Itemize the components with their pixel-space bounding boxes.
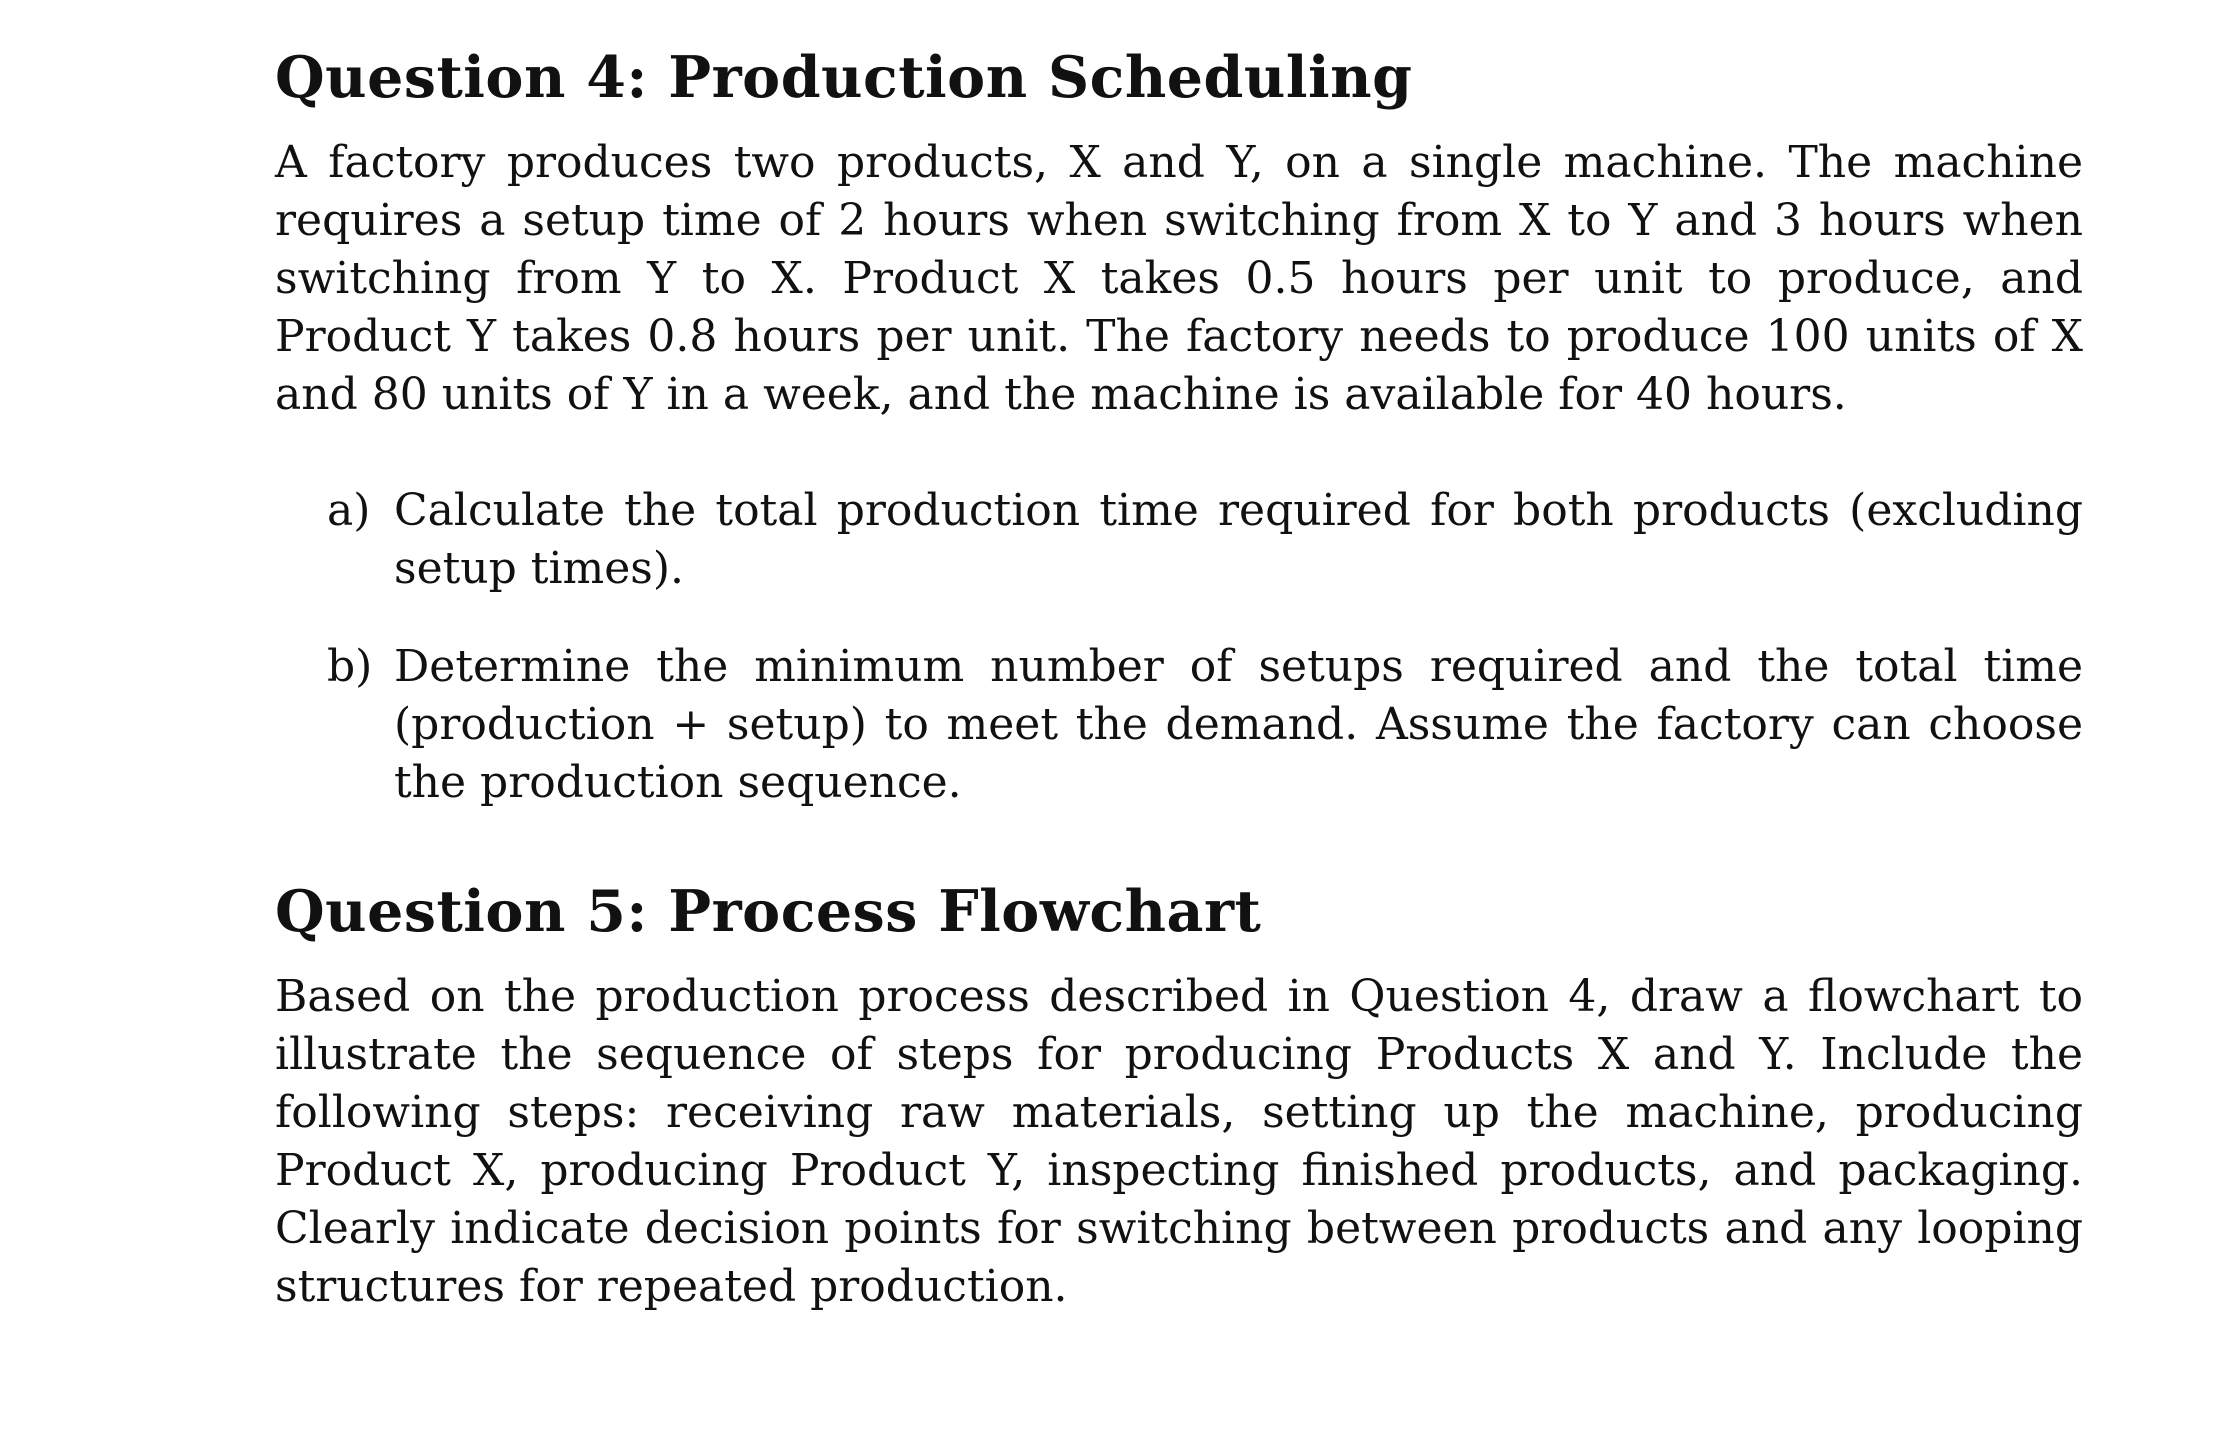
part-b-label: b) [327, 641, 373, 692]
question-5-body: Based on the production process described in Question 4, draw a flowchart to illustrate the sequence of steps for producing Products X and Y. Include the following steps: receiving raw materials, setting up the machine, producing Product X, producing Product Y, inspecting finished products, and packaging. Clearly indicate decision points for switching between products and any looping structures for repeated production. [275, 971, 2083, 1312]
question-4-part-a [275, 482, 2083, 598]
question-4-body: A factory produces two products, X and Y, on a single machine. The machine requires a setup time of 2 hours when switching from X to Y and 3 hours when switching from Y to X. Product X takes 0.5 hours per unit to produce, and Product Y takes 0.8 hours per unit. The factory needs to produce 100 units of X and 80 units of Y in a week, and the machine is available for 40 hours. [275, 137, 2083, 420]
question-4-part-b [275, 638, 2083, 812]
question-4-title: Question 4: Production Scheduling [275, 44, 1413, 111]
question-5-title: Question 5: Process Flowchart [275, 878, 1262, 945]
question-4-parts [275, 482, 2083, 812]
part-a-text: Calculate the total production time required for both products (excluding setup times). [394, 485, 2083, 594]
part-a-label: a) [327, 485, 371, 536]
part-b-text: Determine the minimum number of setups required and the total time (production + setup) to meet the demand. Assume the factory can choose the production sequence. [394, 641, 2083, 808]
document-page [275, 40, 2083, 1316]
